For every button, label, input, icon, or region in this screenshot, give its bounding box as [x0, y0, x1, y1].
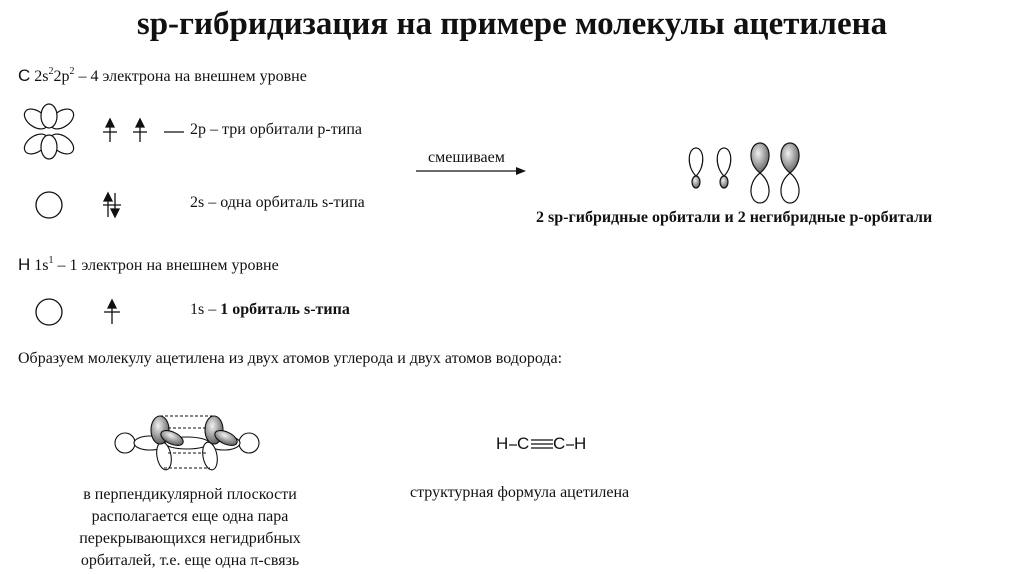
orbital-2p-label: 2p – три орбитали p-типа	[190, 121, 362, 138]
formula-h2: Н	[574, 434, 587, 453]
carbon-2s: 2s	[34, 68, 49, 85]
p-orbital-clover-icon	[22, 104, 78, 162]
orbital-1s-bold: 1 орбиталь s-типа	[220, 301, 350, 318]
hydrogen-symbol: Н	[18, 255, 31, 274]
formula-c1: С	[517, 434, 530, 453]
carbon-config	[18, 66, 307, 86]
electron-arrow-1s-icon	[100, 298, 124, 326]
hydrogen-config	[18, 255, 279, 275]
single-bond-2-icon	[566, 443, 574, 447]
hydrogen-1s-sup: 1	[48, 255, 54, 266]
mix-arrow-icon	[416, 166, 526, 176]
mix-label: смешиваем	[428, 149, 505, 166]
carbon-2s-sup: 2	[48, 66, 54, 77]
acetylene-orbital-diagram-icon	[112, 410, 262, 474]
h-s-orbital-circle-icon	[34, 297, 64, 327]
formation-sentence: Образуем молекулу ацетилена из двух атомов углерода и двух атомов водорода:	[18, 350, 563, 367]
carbon-symbol: С	[18, 66, 31, 85]
orbital-1s-prefix: 1s –	[190, 301, 221, 318]
triple-bond-icon	[531, 438, 553, 450]
hybrid-result-label: 2 sp-гибридные орбитали и 2 негибридные p-орбитали	[536, 209, 933, 226]
s-orbital-circle-icon	[34, 190, 64, 220]
carbon-2p: 2p	[53, 68, 70, 85]
carbon-desc: – 4 электрона на внешнем уровне	[74, 68, 307, 85]
formula-h1: Н	[496, 434, 509, 453]
hydrogen-desc: – 1 электрон на внешнем уровне	[53, 257, 279, 274]
structural-formula	[496, 434, 508, 454]
electron-arrows-2s-icon	[100, 191, 124, 219]
single-bond-1-icon	[509, 443, 517, 447]
formula-c2: С	[553, 434, 566, 453]
electron-arrows-2p-icon	[98, 118, 188, 144]
hybrid-orbitals-icon	[684, 140, 804, 206]
caption-left: в перпендикулярной плоскости располагается еще одна пара перекрывающихся негидрибных орбиталей, т.е. еще одна π-связь	[79, 486, 301, 569]
carbon-2p-sup: 2	[69, 66, 75, 77]
orbital-1s-label	[190, 301, 350, 319]
page-title: sp-гибридизация на примере молекулы ацетилена	[136, 6, 888, 42]
orbital-2s-label: 2s – одна орбиталь s-типа	[190, 194, 365, 211]
hydrogen-1s: 1s	[34, 257, 49, 274]
caption-right: структурная формула ацетилена	[410, 484, 630, 501]
